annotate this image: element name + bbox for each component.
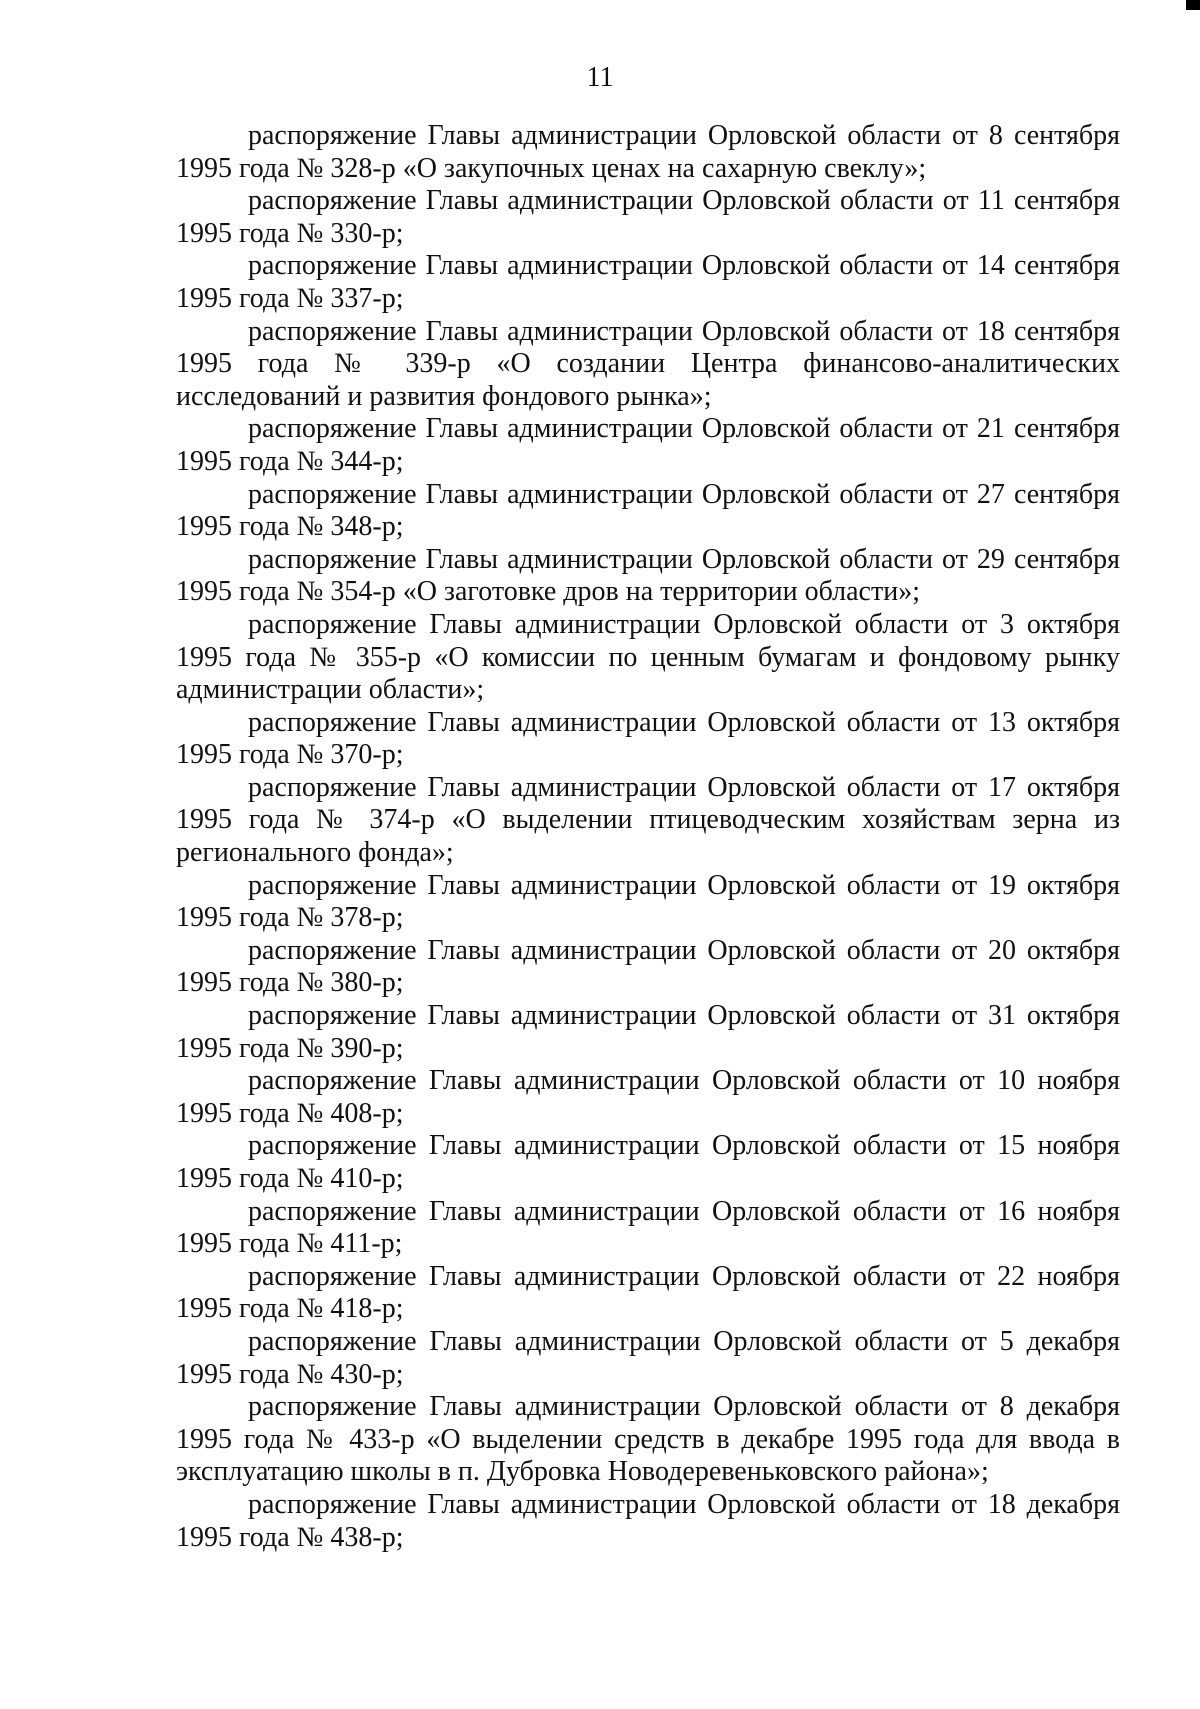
list-item: распоряжение Главы администрации Орловской области от 8 декабря 1995 года № 433-р «О выделении средств в декабре 1995 года для ввода в эксплуатацию школы в п. Дубровка Новодеревеньковского района»; <box>176 1391 1120 1488</box>
list-item: распоряжение Главы администрации Орловской области от 3 октября 1995 года № 355-р «О комиссии по ценным бумагам и фондовому рынку администрации области»; <box>176 608 1120 706</box>
document-body <box>176 120 1120 1554</box>
list-item: распоряжение Главы администрации Орловской области от 31 октября 1995 года № 390-р; <box>176 1000 1120 1064</box>
list-item: распоряжение Главы администрации Орловской области от 8 сентября 1995 года № 328-р «О закупочных ценах на сахарную свеклу»; <box>176 120 1120 184</box>
list-item: распоряжение Главы администрации Орловской области от 15 ноября 1995 года № 410-р; <box>176 1130 1120 1194</box>
list-item: распоряжение Главы администрации Орловской области от 10 ноября 1995 года № 408-р; <box>176 1065 1120 1129</box>
list-item: распоряжение Главы администрации Орловской области от 21 сентября 1995 года № 344-р; <box>176 413 1120 477</box>
list-item: распоряжение Главы администрации Орловской области от 19 октября 1995 года № 378-р; <box>176 869 1120 934</box>
list-item: распоряжение Главы администрации Орловской области от 13 октября 1995 года № 370-р; <box>176 706 1120 771</box>
list-item: распоряжение Главы администрации Орловской области от 20 октября 1995 года № 380-р; <box>176 934 1120 999</box>
list-item: распоряжение Главы администрации Орловской области от 11 сентября 1995 года № 330-р; <box>176 185 1120 249</box>
list-item: распоряжение Главы администрации Орловской области от 14 сентября 1995 года № 337-р; <box>176 250 1120 314</box>
list-item: распоряжение Главы администрации Орловской области от 18 сентября 1995 года № 339-р «О создании Центра финансово-аналитических исследований и развития фондового рынка»; <box>176 315 1120 412</box>
list-item: распоряжение Главы администрации Орловской области от 27 сентября 1995 года № 348-р; <box>176 478 1120 543</box>
list-item: распоряжение Главы администрации Орловской области от 18 декабря 1995 года № 438-р; <box>176 1488 1120 1553</box>
scan-corner-mark <box>1186 0 1200 10</box>
list-item: распоряжение Главы администрации Орловской области от 5 декабря 1995 года № 430-р; <box>176 1325 1120 1390</box>
list-item: распоряжение Главы администрации Орловской области от 29 сентября 1995 года № 354-р «О заготовке дров на территории области»; <box>176 543 1120 608</box>
list-item: распоряжение Главы администрации Орловской области от 22 ноября 1995 года № 418-р; <box>176 1260 1120 1325</box>
list-item: распоряжение Главы администрации Орловской области от 17 октября 1995 года № 374-р «О выделении птицеводческим хозяйствам зерна из регионального фонда»; <box>176 771 1120 869</box>
page-number: 11 <box>586 62 614 93</box>
list-item: распоряжение Главы администрации Орловской области от 16 ноября 1995 года № 411-р; <box>176 1195 1120 1260</box>
